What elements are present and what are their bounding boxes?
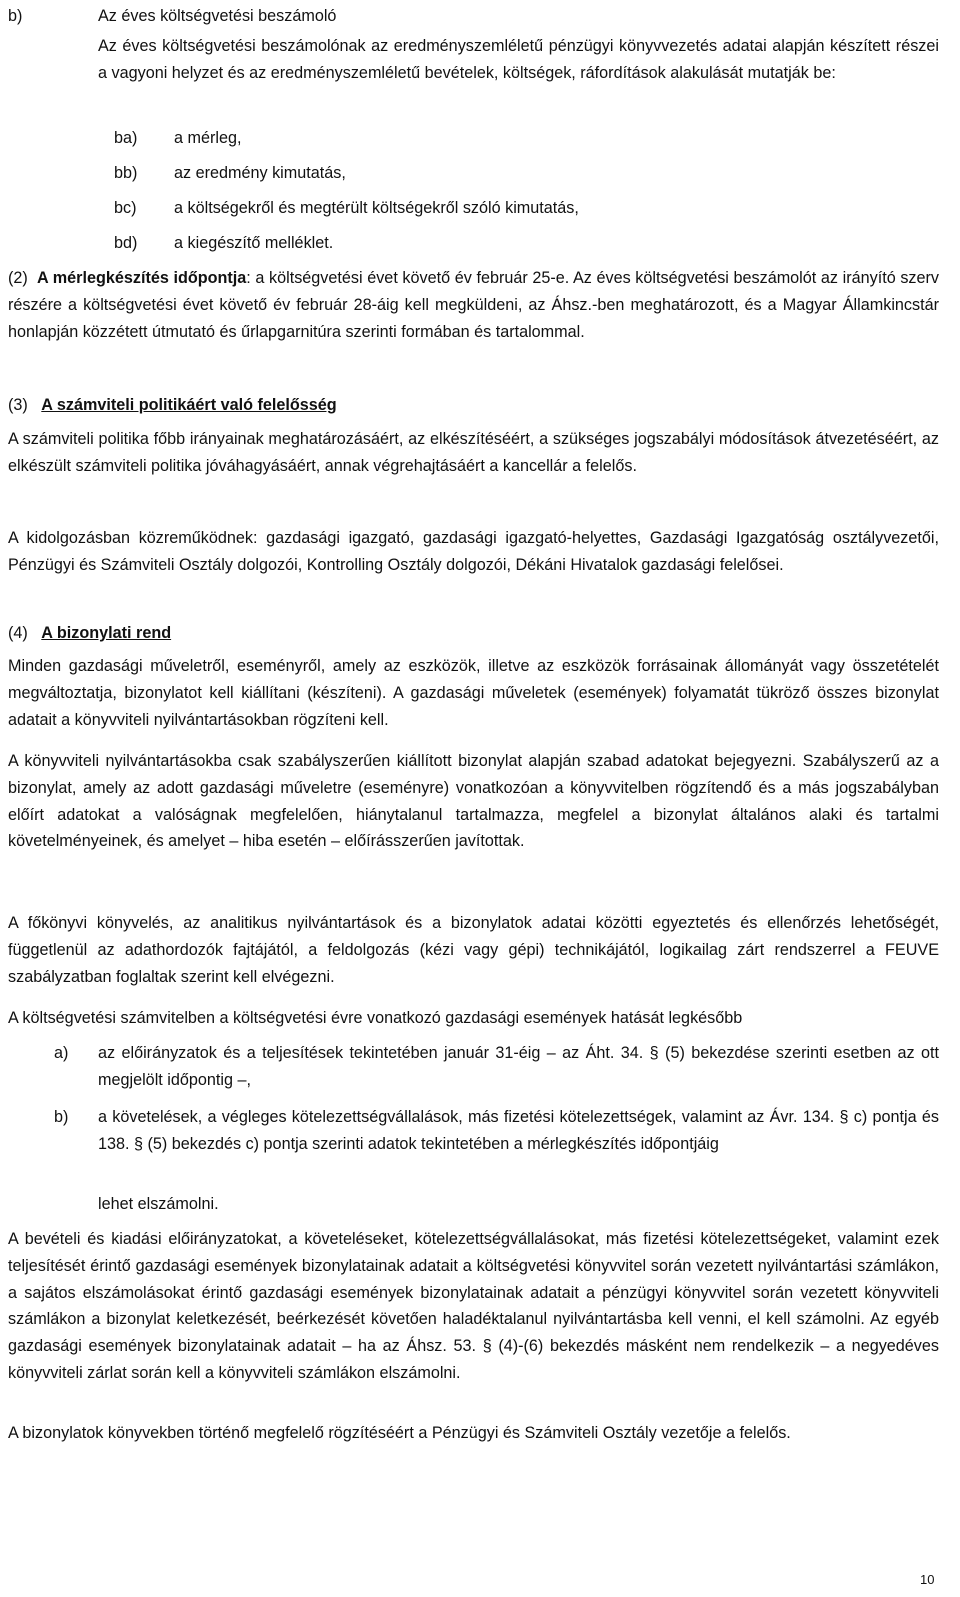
item-ba-label: ba) (114, 129, 138, 147)
list-item-b-text: a követelések, a végleges kötelezettségvállalások, más fizetési kötelezettségek, valamint az Ávr. 134. § c) pontja és 138. § (5) bekezdés c) pontja szerinti adatok tekintetében a mérlegkészítés időpontjáig (98, 1108, 939, 1153)
section-2-number: (2) (8, 269, 28, 287)
section-4-paragraph-2: A könyvviteli nyilvántartásokba csak szabályszerűen kiállított bizonylat alapján szabad adatokat bejegyezni. Szabályszerű az a bizonylat, amely az adott gazdasági műveletre (eseményre) vonatkozóan a könyvvitelben rögzítendő és a más jogszabályban előírt adatokat a valóságnak megfelelően, hiánytalanul tartalmazza, megfelel a bizonylat általános alaki és tartalmi követelményeinek, és amelyet – hiba esetén – előírásszerűen javítottak. (8, 752, 939, 851)
item-bb-label: bb) (114, 164, 138, 182)
item-bd-label: bd) (114, 234, 138, 252)
section-4-header (8, 620, 171, 647)
section-3-heading: A számviteli politikáért való felelősség (41, 396, 337, 414)
item-bc-label: bc) (114, 199, 137, 217)
item-bb-text: az eredmény kimutatás, (174, 164, 346, 182)
section-3-paragraph-1: A számviteli politika főbb irányainak meghatározásáért, az elkészítéséért, a szükséges jogszabályi módosítások átvezetéséért, az elkészült számviteli politika jóváhagyásáért, annak végrehajtásáért a kancellár a felelős. (8, 430, 939, 475)
section-2-paragraph (8, 265, 939, 345)
section-4-paragraph-3: A főkönyvi könyvelés, az analitikus nyilvántartások és a bizonylatok adatai közötti egyeztetés és ellenőrzés lehetőségét, függetlenül az adathordozók fajtájától, a feldolgozás (kézi vagy gépi) technikájától, logikailag zárt rendszerrel a FEUVE szabályzatban foglaltak szerint kell elvégezni. (8, 914, 939, 986)
section-4-paragraph-5: A bevételi és kiadási előirányzatokat, a követeléseket, kötelezettségvállalásokat, más fizetési kötelezettségeket, valamint ezek teljesítését érintő gazdasági események bizonylatainak adatait a költségvetési könyvvitel során vezetett nyilvántartási számlákon, a sajátos elszámolásokat érintő gazdasági események bizonylatainak adatait a pénzügyi könyvvitel során vezetett könyvviteli számlákon a bizonylat keletkezését, beérkezését követően haladéktalanul nyilvántartásba kell venni, el kell számolni. Az egyéb gazdasági események bizonylatainak adatait – ha az Áhsz. 53. § (4)-(6) bekezdés másként nem rendelkezik – a negyedéves könyvviteli zárlat során kell a könyvviteli számlákon elszámolni. (8, 1230, 939, 1382)
section-4-paragraph-4: A költségvetési számvitelben a költségvetési évre vonatkozó gazdasági események hatását legkésőbb (8, 1009, 743, 1027)
section-4-paragraph-1: Minden gazdasági műveletről, eseményről, amely az eszközök, illetve az eszközök forrásainak állományát vagy összetételét megváltoztatja, bizonylatot kell kiállítani (készíteni). A gazdasági műveletek (események) folyamatát tükröző összes bizonylat adatait a könyvviteli nyilvántartásokban rögzíteni kell. (8, 657, 939, 729)
section-2-heading: A mérlegkészítés időpontja (37, 269, 247, 287)
list-item-b-label: b) (54, 1108, 69, 1126)
item-ba-text: a mérleg, (174, 129, 242, 147)
section-b-label: b) (8, 7, 23, 25)
list-closing: lehet elszámolni. (98, 1195, 219, 1213)
item-bd-text: a kiegészítő melléklet. (174, 234, 334, 252)
item-bc-text: a költségekről és megtérült költségekről szóló kimutatás, (174, 199, 579, 217)
section-b-intro: Az éves költségvetési beszámolónak az eredményszemléletű pénzügyi könyvvezetés adatai alapján készített részei a vagyoni helyzet és az eredményszemléletű bevételek, költségek, ráfordítások alakulását mutatják be: (98, 37, 939, 82)
section-4-number: (4) (8, 624, 28, 642)
section-3-number: (3) (8, 396, 28, 414)
section-4-paragraph-6: A bizonylatok könyvekben történő megfelelő rögzítéséért a Pénzügyi és Számviteli Osztály vezetője a felelős. (8, 1424, 791, 1442)
section-3-paragraph-2: A kidolgozásban közreműködnek: gazdasági igazgató, gazdasági igazgató-helyettes, Gazdasági Igazgatóság osztályvezetői, Pénzügyi és Számviteli Osztály dolgozói, Kontrolling Osztály dolgozói, Dékáni Hivatalok gazdasági felelősei. (8, 529, 939, 574)
list-item-a-label: a) (54, 1044, 69, 1062)
section-4-heading: A bizonylati rend (41, 624, 172, 642)
page-number: 10 (920, 1572, 935, 1587)
list-item-a-text: az előirányzatok és a teljesítések tekintetében január 31-éig – az Áht. 34. § (5) bekezdése szerinti esetben az ott megjelölt időpontig –, (98, 1044, 939, 1089)
section-2-text: : a költségvetési évet követő év február 25-e. Az éves költségvetési beszámolót az irányító szerv részére a költségvetési évet követő év február 28-áig kell megküldeni, az Áhsz.-ben meghatározott, és a Magyar Államkincstár honlapján közzétett útmutató és űrlapgarnitúra szerinti formában és tartalommal. (8, 269, 939, 341)
section-b-title: Az éves költségvetési beszámoló (98, 7, 337, 25)
section-3-header (8, 392, 337, 419)
